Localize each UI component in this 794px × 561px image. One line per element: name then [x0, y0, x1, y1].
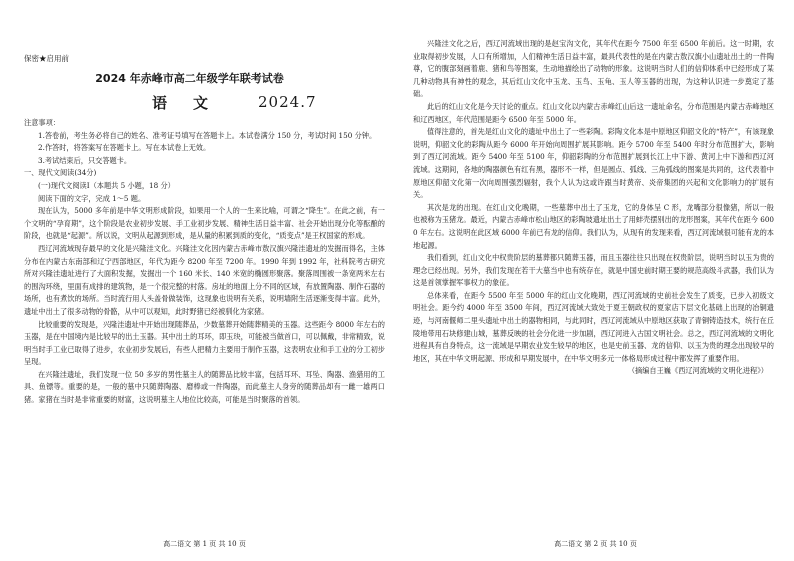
passage-paragraph: 其次是龙的出现。在红山文化晚期，一些墓葬中出土了玉龙，它的身体呈 C 形，龙嘴部分很像猪，所以一般也被称为玉猪龙。最近，内蒙古赤峰市松山地区的彩陶坡遗址出土了用蚌壳摆别出的龙形图案，其年代在距今 6000 年左右。这说明在此区域 6000 年前已有龙的信仰。我们认为，从现有的发现来看，西辽河流域很可能有龙的本地起源。: [413, 202, 775, 250]
note-item: 1.答卷前，考生务必将自己的姓名、准考证号填写在答题卡上。本试卷满分 150 分，考试时间 150 分钟。: [38, 130, 377, 140]
note-item: 3.考试结束后，只交答题卡。: [38, 155, 132, 165]
page-footer: 高二语文 第 1 页 共 10 页: [163, 540, 246, 548]
exam-date: 2024.7: [258, 93, 317, 111]
section-subheading: (一)现代文阅读Ⅰ（本题共 5 小题，18 分）: [38, 180, 175, 190]
confidential-label: 保密★启用前: [24, 54, 69, 63]
passage-paragraph: 值得注意的，首先是红山文化的遗址中出土了一些彩陶。彩陶文化本是中原地区仰韶文化的“特产”，有该现象说明，仰韶文化的彩陶从距今 6000 年开始向周围扩展其影响。距今 5700 年至 5400 年时分布范围扩大，影响到了西辽河流域。距今 5400 年至 5100 年，仰韶彩陶的分布范围扩展到长江上中下游、黄河上中下游和西辽河流域。这期间，各地的陶器颜色有红有黑，器形不一样，但是圆点、弧线、三角弧线的图案是共同的，这代表着中原地区仰韶文化第一次向周围强烈辐射，我个人认为这或许跟当时黄帝、炎帝集团的兴起和文化影响力的扩展有关。: [413, 127, 774, 200]
passage-paragraph: 此后的红山文化是今天讨论的重点。红山文化以内蒙古赤峰红山后这一遗址命名，分布范围是内蒙古赤峰地区和辽西地区，年代范围是距今 6500 年至 5000 年。: [413, 101, 774, 124]
passage-paragraph: 兴隆洼文化之后，西辽河流域出现的是赵宝沟文化，其年代在距今 7500 年至 6500 年前后。这一时期，农业取得初步发展，人口有所增加，人们精神生活日益丰富，最具代表性的是在内蒙古敖汉旗小山遗址出土的一件陶尊，它的腹部刻画着鹿、猪和鸟等图案，生动地描绘出了动物的形象。这说明当时人们的信仰体系中已经形成了某几种动物具有神性的观念，其后红山文化中玉龙、玉鸟、玉龟、玉人等玉器的出现，为这种认识进一步奠定了基础。: [413, 39, 774, 99]
reading-instruction: 阅读下面的文字，完成 1～5 题。: [38, 193, 146, 203]
exam-title: 2024 年赤峰市高二年级学年联考试卷: [95, 72, 284, 85]
passage-paragraph: 我们看到，红山文化中权贵阶层的墓葬都只随葬玉器，而且玉器往往只出现在权贵阶层，说明当时以玉为贵的理念已经出现。另外，我们发现在若干大墓当中也有统存在，就是中国史前时期王要的规范高级斗武器，我们认为这是首领掌握军事权力的象征。: [413, 253, 774, 288]
subject-title: 语文: [152, 93, 235, 112]
passage-paragraph: 比较重要的发现是，兴隆洼遗址中开始出现随葬品，少数墓葬开始随葬精美的玉器。这些距今 8000 年左右的玉器，是在中国境内是比较早的出土玉器。其中出土的耳环，即玉玦，可能被当做首口，可以佩戴，非常精致，说明当时手工业已取得了进步，农业初步发展后，有些人把精力主要用于制作玉器，这表明农业和手工业的分工初步呈现。: [24, 319, 385, 367]
passage-paragraph: 总体来看，在距今 5500 年至 5000 年的红山文化晚期，西辽河流域的史前社会发生了质变，已步入初级文明社会。距今约 4000 年至 3500 年间，西辽河流域大致处于夏王朝政权的夏家店下层文化基础上出现的冶铜遗迹，与河南偃师二里头遗址中出土的器物相同，与此同时，西辽河流域从中原地区获取了青铜铸造技术，统行在丘陵地带用石块修建山城，墓葬反映的社会分化进一步加剧，西辽河进入古国文明社会。总之，西辽河流域的文明化进程具有自身特点，这一流域是早期农业发生较早的地区，也是史前玉器、龙的信仰、以玉为贵的理念出现较早的地区，其在中华文明起源、形成和早期发展中，在中华文明多元一体格局形成过程中都发挥了重要作用。: [413, 290, 774, 363]
passage-paragraph: 现在认为，5000 多年前是中华文明形成阶段，如果用一个人的一生来比喻，可谓之“降生”。在此之前，有一个文明的“孕育期”，这个阶段是农业初步发展、手工业初步发展、精神生活日益丰富、社会开始出现分化等酝酿的阶段，也就是“起源”。所以说，文明从起源到形成，是从量的积累到质的变化，“质变点”是王权国家的形成。: [24, 206, 385, 241]
note-item: 2.作答时，将答案写在答题卡上。写在本试卷上无效。: [38, 143, 211, 153]
notes-title: 注意事项：: [24, 118, 60, 127]
page-footer: 高二语文 第 2 页 共 10 页: [554, 540, 637, 548]
subject-row: [24, 92, 385, 112]
source-citation: （摘编自王巍《西辽河流域的文明化进程》）: [627, 366, 768, 376]
right-page: [397, 0, 794, 561]
section-heading: 一、现代文阅读(34分): [24, 168, 97, 178]
passage-paragraph: 西辽河流域现存最早的文化是兴隆洼文化。兴隆洼文化因内蒙古赤峰市敖汉旗兴隆洼遗址的发掘而得名，主体分布在内蒙古东南部和辽宁西部地区，年代为距今 8200 年至 7200 年。1990 年到 1992 年，社科院考古研究所对兴隆洼遗址进行了大面积发掘，发掘出一个 160 米长、140 米宽的椭圆形聚落。聚落周围被一条宽两米左右的围沟环绕，里面有成排的建筑物，是一个很完整的村落。房址的地面上分不同的区域，有放置陶器、制作石器的场所，也有煮饮的场所。当时流行用人头盖骨做装饰，这现象也说明有关系，说明墙附生活逐渐变得丰富。此外，遗址中出土了很多动物的骨骼，从中可以观知，此时野猪已经被驯化为家猪。: [24, 243, 385, 316]
passage-paragraph: 在兴隆洼遗址，我们发现一位 50 多岁的男性墓主人的随葬品比较丰富，包括耳环、耳坠、陶器、渔猎用的工具、鱼镖等。重要的是，一般的墓中只随葬陶器、磨棒或一件陶器，而此墓主人身旁的随葬品却有一雌一雄两口猪。家猪在当时是非常重要的财富，这说明墓主人地位比较高，可能是当时聚落的首领。: [24, 369, 385, 405]
